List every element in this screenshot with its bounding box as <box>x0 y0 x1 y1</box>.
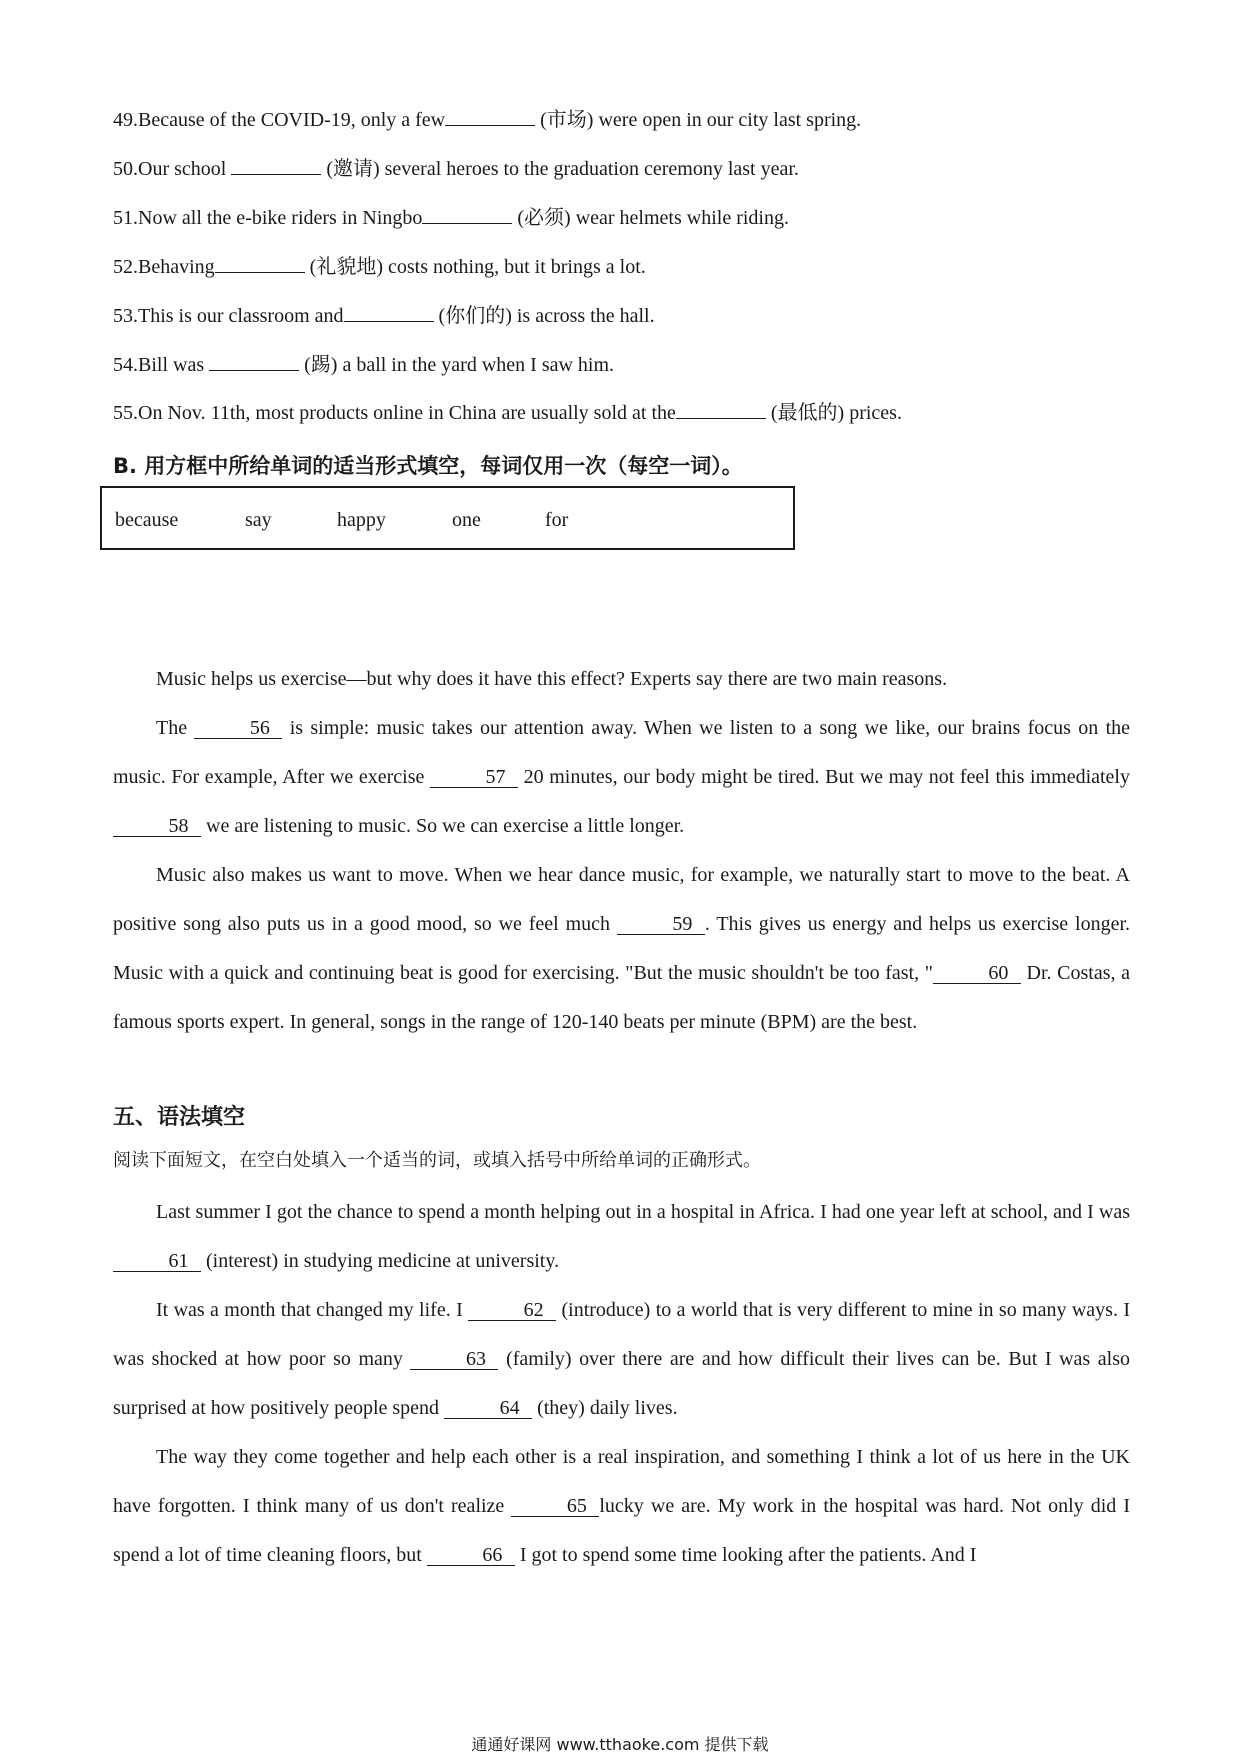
paragraph <box>113 1286 1130 1433</box>
paragraph-text: The <box>156 717 195 739</box>
question-text: (你们的) is across the hall. <box>433 305 655 327</box>
question-49 <box>113 107 861 133</box>
paragraph-text: Dr. Costas, a famous sports expert. In general, songs in the range of 120-140 beats per minute (BPM) are the best. <box>113 962 1130 1033</box>
question-text: (最低的) prices. <box>765 402 902 424</box>
question-51 <box>113 205 789 231</box>
paragraph-text: we are listening to music. So we can exercise a little longer. <box>201 815 685 837</box>
passage-music <box>113 655 1130 1047</box>
paragraph-text: Last summer I got the chance to spend a month helping out in a hospital in Africa. I had one year left at school, and I was <box>156 1201 1130 1223</box>
word-happy: happy <box>337 509 386 531</box>
word-because: because <box>115 509 179 531</box>
paragraph-text: I got to spend some time looking after the patients. And I <box>514 1544 977 1566</box>
answer-blank-61[interactable]: 61 <box>113 1251 201 1272</box>
answer-blank[interactable] <box>215 272 305 273</box>
page-footer: 通通好课网 www.tthaoke.com 提供下载 <box>471 1735 769 1754</box>
question-text: (必须) wear helmets while riding. <box>512 207 789 229</box>
paragraph-text: (family) over there are and how difficult their lives can be. But I was also surprised at how positively people spend <box>113 1348 1130 1419</box>
paragraph-text: It was a month that changed my life. I <box>156 1299 469 1321</box>
question-52 <box>113 254 646 280</box>
answer-blank[interactable] <box>209 370 299 371</box>
paragraph-text: (interest) in studying medicine at university. <box>201 1250 560 1272</box>
word-say: say <box>245 509 272 531</box>
answer-blank-62[interactable]: 62 <box>468 1300 556 1321</box>
word-box <box>100 486 795 550</box>
paragraph-text: (introduce) to a world that is very different to mine in so many ways. I was shocked at how poor so many <box>113 1299 1130 1370</box>
question-text: 49.Because of the COVID-19, only a few <box>113 109 446 131</box>
question-text: 55.On Nov. 11th, most products online in China are usually sold at the <box>113 402 676 424</box>
paragraph <box>113 851 1130 1047</box>
question-text: 52.Behaving <box>113 256 215 278</box>
answer-blank-58[interactable]: 58 <box>113 816 201 837</box>
answer-blank-56[interactable]: 56 <box>194 718 282 739</box>
question-text: 50.Our school <box>113 158 232 180</box>
section-b-heading: B. 用方框中所给单词的适当形式填空，每词仅用一次（每空一词）。 <box>113 454 743 478</box>
word-for: for <box>545 509 569 531</box>
paragraph-text: . This gives us energy and helps us exercise longer. Music with a quick and continuing beat is good for exercising. "But the music shouldn't be too fast, " <box>113 913 1131 984</box>
paragraph <box>113 1433 1130 1580</box>
question-text: 54.Bill was <box>113 354 210 376</box>
question-text: (礼貌地) costs nothing, but it brings a lot. <box>304 256 646 278</box>
question-54 <box>113 352 614 378</box>
paragraph <box>113 704 1130 851</box>
paragraph-text: The way they come together and help each other is a real inspiration, and something I think a lot of us here in the UK have forgotten. I think many of us don't realize <box>113 1446 1130 1517</box>
question-55 <box>113 400 902 426</box>
question-text: (踢) a ball in the yard when I saw him. <box>299 354 615 376</box>
question-50 <box>113 156 799 182</box>
passage-africa <box>113 1188 1130 1580</box>
paragraph-text: 20 minutes, our body might be tired. But we may not feel this immediately <box>517 766 1130 788</box>
answer-blank[interactable] <box>344 321 434 322</box>
answer-blank-57[interactable]: 57 <box>430 767 518 788</box>
word-one: one <box>452 509 481 531</box>
question-text: (市场) were open in our city last spring. <box>535 109 862 131</box>
paragraph-text: Music helps us exercise—but why does it have this effect? Experts say there are two main reasons. <box>156 668 948 690</box>
answer-blank[interactable] <box>231 174 321 175</box>
answer-blank-60[interactable]: 60 <box>933 963 1021 984</box>
answer-blank[interactable] <box>676 418 766 419</box>
answer-blank[interactable] <box>422 223 512 224</box>
section-5-heading: 五、语法填空 <box>113 1105 246 1130</box>
question-text: (邀请) several heroes to the graduation ceremony last year. <box>321 158 799 180</box>
answer-blank-65[interactable]: 65 <box>511 1496 599 1517</box>
answer-blank-64[interactable]: 64 <box>444 1398 532 1419</box>
question-text: 53.This is our classroom and <box>113 305 344 327</box>
question-text: 51.Now all the e-bike riders in Ningbo <box>113 207 423 229</box>
answer-blank-63[interactable]: 63 <box>410 1349 498 1370</box>
paragraph <box>113 655 1130 704</box>
section-5-instruction: 阅读下面短文，在空白处填入一个适当的词，或填入括号中所给单词的正确形式。 <box>113 1150 761 1171</box>
paragraph-text: (they) daily lives. <box>532 1397 678 1419</box>
answer-blank-66[interactable]: 66 <box>427 1545 515 1566</box>
answer-blank-59[interactable]: 59 <box>617 914 705 935</box>
answer-blank[interactable] <box>445 125 535 126</box>
paragraph-text: lucky we are. My work in the hospital was hard. Not only did I spend a lot of time cleaning floors, but <box>113 1495 1130 1566</box>
paragraph-text: is simple: music takes our attention away. When we listen to a song we like, our brains focus on the music. For example, After we exercise <box>113 717 1131 788</box>
paragraph-text: Music also makes us want to move. When we hear dance music, for example, we naturally start to move to the beat. A positive song also puts us in a good mood, so we feel much <box>113 864 1130 935</box>
paragraph <box>113 1188 1130 1286</box>
question-53 <box>113 303 655 329</box>
